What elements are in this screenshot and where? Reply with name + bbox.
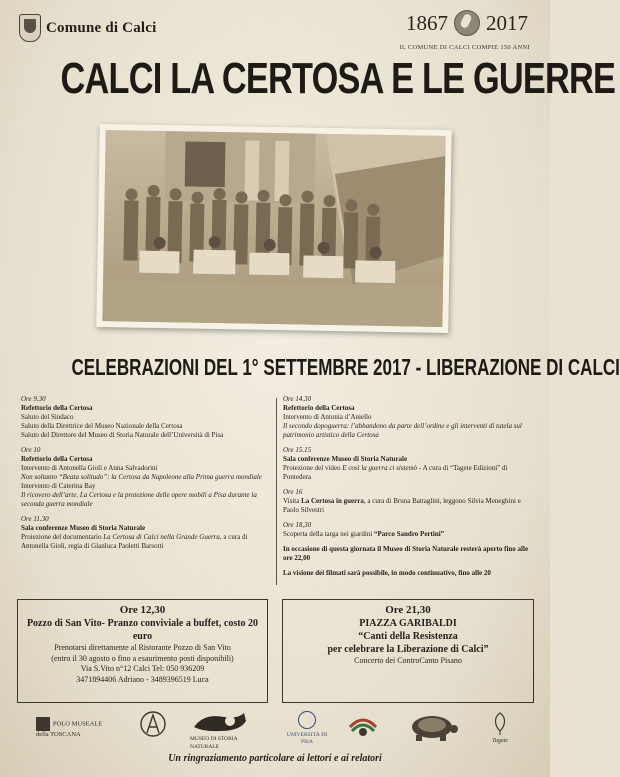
event-line: Saluto del Direttore del Museo di Storia Naturale dell’Università di Pisa xyxy=(21,431,224,439)
event-line xyxy=(21,533,269,551)
event-place: Refettorio della Certosa xyxy=(283,404,355,412)
event-time: Ore 14.30 xyxy=(283,395,312,403)
polo-museale-logo xyxy=(36,717,116,739)
event-line: Intervento di Antonella Gioli e Anna Salvadorini xyxy=(21,464,158,472)
comune-crest-icon xyxy=(19,14,41,42)
concert-title-line: “Canti della Resistenza xyxy=(358,631,458,642)
event-film-title: La Certosa di Calci nella Grande Guerra xyxy=(103,533,220,541)
event-line: Il ricovero dell’arte. La Certosa e la protezione delle opere mobili a Pisa durante la seconda guerra mondiale xyxy=(21,491,257,508)
event-text: Visita xyxy=(283,497,302,505)
tagete-label: Tagete xyxy=(492,737,508,744)
event-place: Sala conferenze Museo di Storia Naturale xyxy=(283,455,408,463)
event-line: Intervento di Antonia d’Aniello xyxy=(283,413,372,421)
event-item xyxy=(21,515,269,551)
event-line: Saluto della Direttrice del Museo Nazionale della Certosa xyxy=(21,422,183,430)
event-item xyxy=(283,488,531,515)
event-subtitle: CELEBRAZIONI DEL 1° SETTEMBRE 2017 - LIBERAZIONE DI CALCI xyxy=(71,354,620,380)
thanks-line: Un ringraziamento particolare ai lettori e ai relatori xyxy=(168,753,382,764)
event-time: Ore 15.15 xyxy=(283,446,312,454)
event-item xyxy=(283,446,531,482)
whale-icon xyxy=(190,709,250,735)
event-text: , a cura di Antonella Gioli, regia di Gianluca Paoletti Barsotti xyxy=(21,533,248,550)
concert-place: PIAZZA GARIBALDI xyxy=(359,618,457,629)
event-text: Proiezione del video xyxy=(283,464,343,472)
tagete-icon xyxy=(490,711,510,735)
event-text: Scoperta della targa nei giardini xyxy=(283,530,375,538)
concert-time: Ore 21,30 xyxy=(385,604,431,616)
event-park-name: “Parco Sandro Pertini” xyxy=(374,530,445,538)
event-place: Refettorio della Certosa xyxy=(21,404,93,412)
anniversary-logo-icon xyxy=(454,10,480,36)
lunch-time: Ore 12,30 xyxy=(119,604,166,616)
comune-name: Comune di Calci xyxy=(46,20,157,36)
header xyxy=(0,8,550,54)
lunch-line: Prenotarsi direttamente al Ristorante Pozzo di San Vito xyxy=(54,643,231,652)
event-place: Sala conferenze Museo di Storia Naturale xyxy=(21,524,146,532)
event-line: Il secondo dopoguerra: l’abbandono da parte dell’ordine e gli interventi di tutela sul patrimonio artistico della Certosa xyxy=(283,422,522,439)
event-line xyxy=(283,530,531,539)
program-left-column xyxy=(21,395,269,557)
museum-opening-note: In occasione di questa giornata il Museo di Storia Naturale resterà aperto fino alle ore 22,00 xyxy=(283,545,529,562)
concert-performer: Concerto dei ControCanto Pisano xyxy=(354,656,462,665)
museo-label: MUSEO DI STORIA NATURALE xyxy=(190,736,238,750)
concert-box xyxy=(282,599,534,703)
program-right-column xyxy=(283,395,531,584)
poster-title: CALCI LA CERTOSA E LE GUERRE xyxy=(60,54,616,103)
certosa-logo-icon xyxy=(138,709,168,743)
sponsor-logos xyxy=(0,707,550,749)
event-item xyxy=(21,446,269,509)
column-divider xyxy=(276,398,277,585)
lunch-title: Pozzo di San Vito- Pranzo conviviale a buffet, costo 20 euro xyxy=(26,618,259,642)
lunch-line: (entro il 30 agosto o fino a esaurimento posti disponibili) xyxy=(51,653,234,663)
tortoise-logo-icon xyxy=(404,707,460,745)
universita-pisa-logo xyxy=(282,711,332,747)
event-line: Saluto del Sindaco xyxy=(21,413,74,421)
event-time: Ore 11.30 xyxy=(21,515,49,523)
university-label: UNIVERSITÀ DI PISA xyxy=(286,731,328,745)
polo-museale-icon xyxy=(36,717,50,731)
event-text: Proiezione del documentario xyxy=(21,533,104,541)
event-line: Non soltanto “Beata solitudo”: la Certosa da Napoleone alla Prima guerra mondiale xyxy=(21,473,262,481)
event-visit-title: La Certosa in guerra xyxy=(301,497,364,505)
event-time: Ore 18,30 xyxy=(283,521,312,529)
tagete-logo xyxy=(480,711,520,745)
historic-photo-image xyxy=(102,130,445,327)
anniversary-years xyxy=(406,10,528,36)
event-line xyxy=(283,497,531,515)
event-video-title: E così la guerra ci sistemò xyxy=(342,464,418,472)
event-time: Ore 16 xyxy=(283,488,303,496)
museo-storia-naturale-logo xyxy=(190,709,266,750)
event-text: , a cura di Bruna Battaglini, leggono Silvia Meneghini e Paolo Silvestri xyxy=(283,497,521,514)
lunch-address: Via S.Vito n°12 Calci Tel: 050 936209 xyxy=(80,664,205,673)
partner-logo-icon xyxy=(346,713,380,743)
historic-photo xyxy=(96,124,451,333)
event-line: Intervento di Caterina Bay xyxy=(21,482,96,490)
event-item xyxy=(283,395,531,440)
university-seal-icon xyxy=(298,711,316,729)
event-line xyxy=(283,464,531,482)
film-viewing-note: La visione dei filmati sarà possibile, in modo continuativo, fino alle 20 xyxy=(283,569,491,577)
lunch-box xyxy=(17,599,268,703)
year-start: 1867 xyxy=(406,10,448,35)
event-text: - A cura di “Tagete Edizioni” di Pontedera xyxy=(283,464,508,481)
anniversary-caption: IL COMUNE DI CALCI COMPIE 150 ANNI xyxy=(399,44,530,51)
event-time: Ore 9.30 xyxy=(21,395,46,403)
lunch-phones: 3471894406 Adriano - 3489396519 Luca xyxy=(76,674,209,684)
event-place: Refettorio della Certosa xyxy=(21,455,93,463)
concert-title-line: per celebrare la Liberazione di Calci” xyxy=(327,644,489,655)
event-item xyxy=(21,395,269,440)
year-end: 2017 xyxy=(486,10,528,35)
polo-museale-label: POLO MUSEALE della TOSCANA xyxy=(36,720,103,738)
event-time: Ore 10 xyxy=(21,446,41,454)
event-item xyxy=(283,521,531,539)
